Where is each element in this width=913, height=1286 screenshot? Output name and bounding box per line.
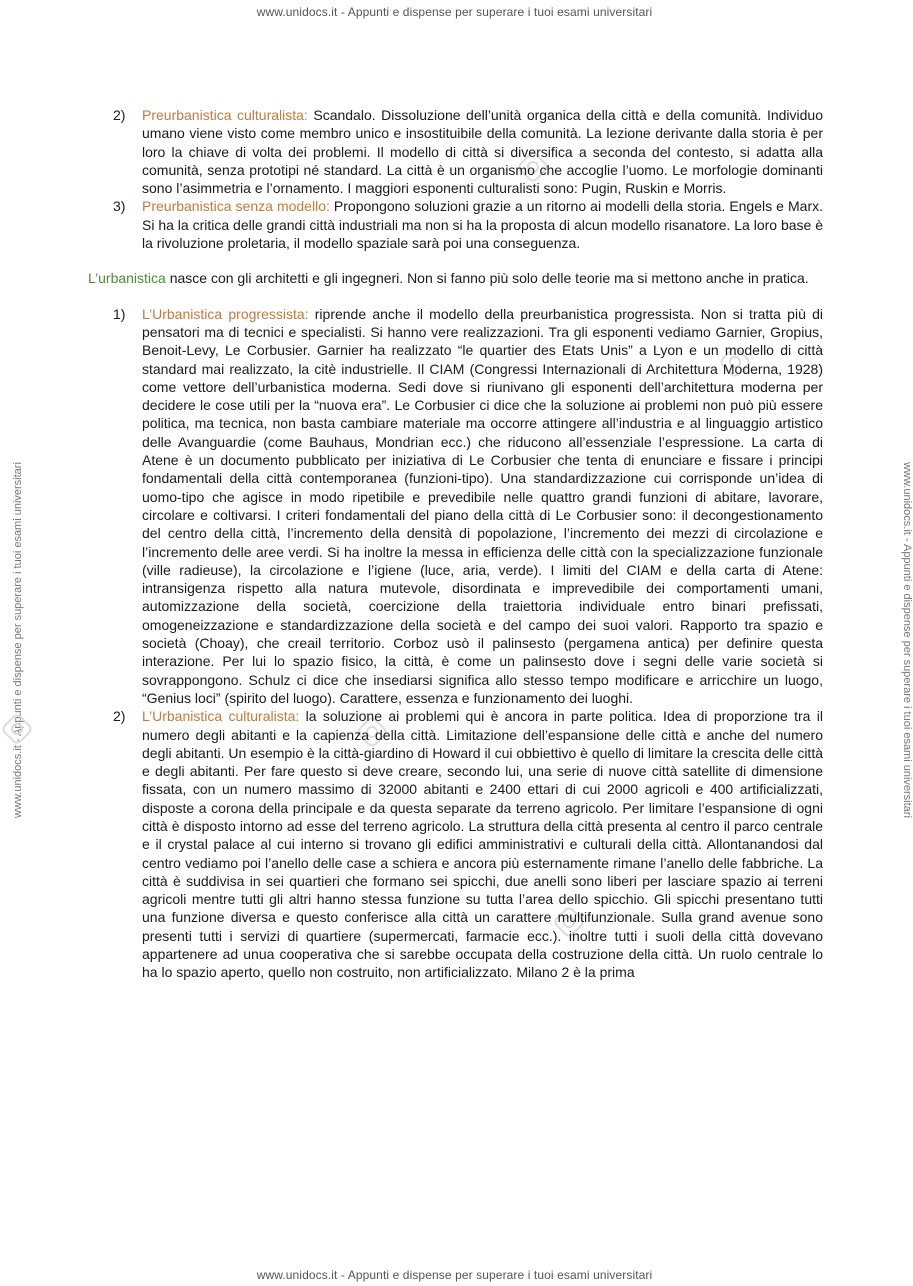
list-item (88, 305, 823, 708)
paragraph-text: Scandalo. Dissoluzione dell’unità organica della città e della comunità. Individuo umano viene visto come membro unico e insostituibile della comunità. La lezione derivante dalla storia è per loro la chiave di volta dei problemi. Il modello di città si diversifica a seconda del contesto, si adatta alla comunità, senza prototipi né standard. La città è un organismo che accoglie l’uomo. Le morfologie dominanti sono l’asimmetria e l’ornamento. I maggiori esponenti culturalisti sono: Pugin, Ruskin e Morris. (142, 107, 824, 197)
paragraph (142, 305, 823, 708)
document-body (88, 106, 823, 982)
intro-term: L’urbanistica (88, 270, 166, 287)
header-banner[interactable]: www.unidocs.it - Appunti e dispense per superare i tuoi esami universitari (256, 5, 653, 19)
paragraph-text: riprende anche il modello della preurbanistica progressista. Non si tratta più di pensatori ma di tecnici e specialisti. Si hanno vere realizzazioni. Tra gli esponenti vediamo Garnier, Gropius, Benoit-Levy, Le Corbusier. Garnier ha realizzato “le quartier des Etats Unis” a Lyon e un modello di città standard mai realizzato, la citè industrielle. Il CIAM (Congressi Internazionali di Architettura Moderna, 1928) come vettore dell’urbanistica moderna. Sedi dove si riunivano gli esponenti dell’architettura moderna per decidere le cose utili per la “nuova era”. Le Corbusier ci dice che la soluzione ai problemi non può più essere politica, ma tecnica, non basta cambiare materiale ma occorre attingere all’industria e al linguaggio artistico delle Avanguardie (come Bauhaus, Mondrian ecc.) che riducono all’essenziale l’espressione. La carta di Atene è un documento pubblicato per iniziativa di Le Corbusier che tenta di enunciare e fissare i principi fondamentali della città contemporanea (funzioni-tipo). Una standardizzazione cui corrisponde un’idea di uomo-tipo che agisce in modo ripetibile e prevedibile nelle quattro grandi funzioni di abitare, lavorare, circolare e coltivarsi. I criteri fondamentali del piano della città di Le Corbusier sono: il decongestionamento del centro della città, l’incremento della densità di popolazione, l’incremento dei mezzi di circolazione e l’incremento delle aree verdi. Si ha inoltre la messa in efficienza delle città con la specializzazione funzionale (ville radieuse), la circolazione e l’igiene (luce, aria, verde). I limiti del CIAM e della carta di Atene: intransigenza rispetto alla natura mutevole, disordinata e imprevedibile dei comportamenti umani, automizzazione della società, coercizione della traiettoria individuale entro binari prefissati, omogeneizzazione e standardizzazione della società e del campo dei suoi valori. Rapporto tra spazio e società (Choay), che creail territorio. Corboz usò il palinsesto (pergamena antica) per definire questa interazione. Per lui lo spazio fisico, la città, è come un palinsesto dove i segni delle varie società si sovrappongono. Schulz ci dice che insediarsi significa allo stesso tempo modificare e arricchire un luogo, “Genius loci” (spirito del luogo). Carattere, essenza e funzionamento dei luoghi. (142, 305, 823, 706)
paragraph-text: la soluzione ai problemi qui è ancora in parte politica. Idea di proporzione tra il numero degli abitanti e la capienza della città. Limitazione dell’espansione delle città e anche del numero degli abitanti. Un esempio è la città-giardino di Howard il cui obbiettivo è quello di limitare la crescita delle città e degli abitanti. Per fare questo si deve creare, secondo lui, una serie di nuove città satellite di dimensione fissata, con un numero massimo di 32000 abitanti e 2400 ettari di cui 2000 agricoli e 400 artificializzati, disposte a corona della principale e da questa separate da terreno agricolo. Per limitare l’espansione di ogni città è disposto intorno ad esse del terreno agricolo. La struttura della città presenta al centro il parco centrale e il crystal palace al cui interno si trovano gli edifici amministrativi e culturali della città. Allontanandosi dal centro vediamo poi l’anello delle case a schiera e ancora più esternamente rimane l’anello delle fabbriche. La città è suddivisa in sei quartieri che formano sei spicchi, due anelli sono liberi per lasciare spazio ai terreni agricoli mentre tutti gli altri hanno stessa funzione su tutta l’area dello spicchio. Gli spicchi presentano tutti una funzione diversa e questo conferisce alla città un carattere multifunzionale. Sulla grand avenue sono presenti tutti i servizi di quartiere (supermercati, farmacie ecc.). inoltre tutti i suoli della città dovevano appartenere ad unua cooperativa che si sarebbe occupata della costruzione della città. Un ruolo centrale lo ha lo spazio aperto, quello non costruito, non artificializzato. Milano 2 è la prima (142, 708, 823, 981)
list-item (88, 707, 823, 981)
term-heading: Preurbanistica culturalista: (142, 107, 308, 123)
paragraph (142, 197, 823, 252)
list-number: 2) (113, 708, 126, 725)
left-side-watermark: www.unidocs.it - Appunti e dispense per superare i tuoi esami universitari (12, 462, 24, 818)
footer-banner[interactable]: www.unidocs.it - Appunti e dispense per superare i tuoi esami universitari (256, 1268, 653, 1282)
paragraph (142, 707, 823, 981)
list-item (88, 106, 823, 197)
list-number: 2) (113, 107, 126, 123)
right-side-watermark: www.unidocs.it - Appunti e dispense per superare i tuoi esami universitari (901, 462, 913, 818)
paragraph-text: Propongono soluzioni grazie a un ritorno ai modelli della storia. Engels e Marx. Si ha la critica delle grandi città industriali ma non si ha la proposta di alcun modello risanatore. La loro base è la rivoluzione proletaria, il modello spaziale sarà poi una conseguenza. (142, 198, 824, 252)
paragraph (142, 106, 823, 197)
term-heading: L’Urbanistica culturalista: (142, 708, 300, 725)
intro-paragraph (88, 269, 823, 287)
watermark-logo-icon (0, 712, 34, 746)
list-item (88, 197, 823, 252)
list-number: 3) (113, 198, 126, 215)
term-heading: Preurbanistica senza modello: (142, 198, 330, 215)
term-heading: L’Urbanistica progressista: (142, 305, 309, 322)
list-number: 1) (113, 305, 126, 322)
intro-text: nasce con gli architetti e gli ingegneri. Non si fanno più solo delle teorie ma si mettono anche in pratica. (165, 270, 809, 287)
